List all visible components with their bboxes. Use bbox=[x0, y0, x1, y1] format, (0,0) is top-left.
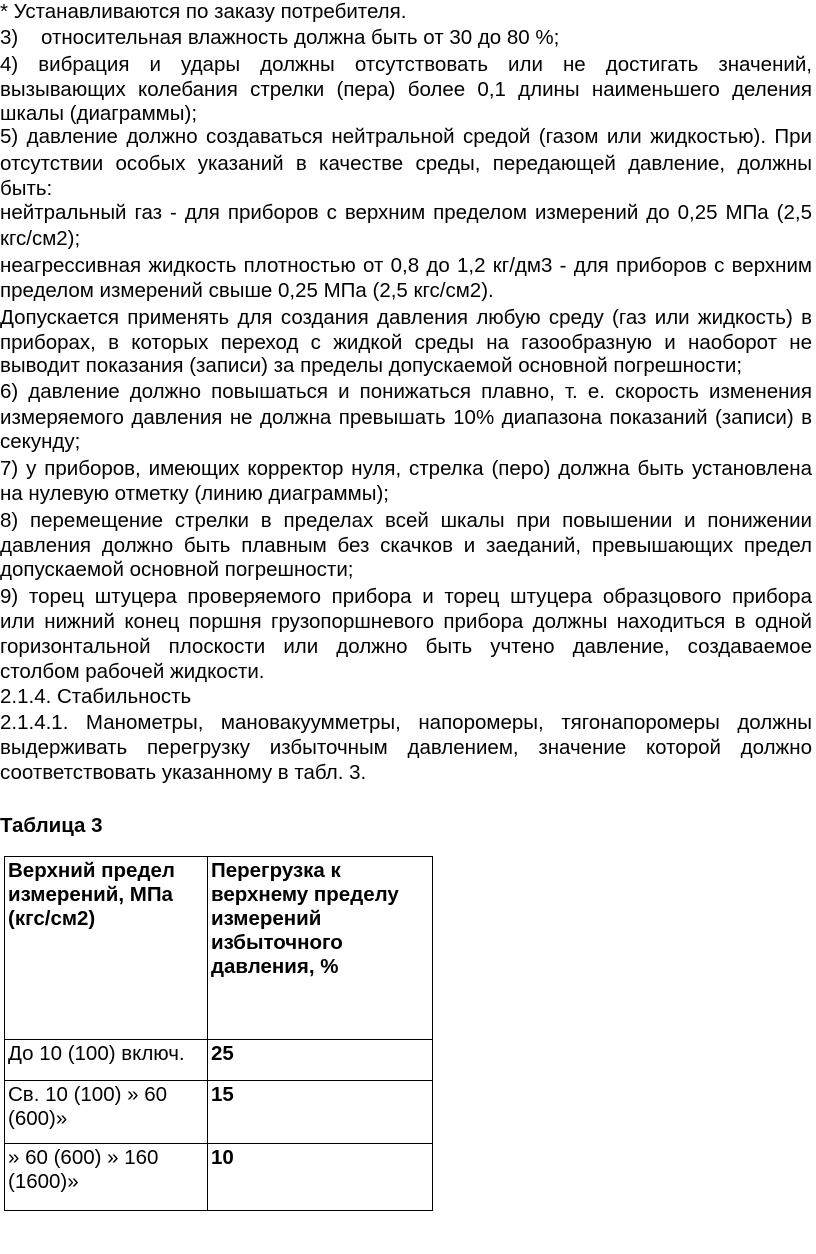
text-line: выдерживать перегрузку избыточным давлением, значение которой должно bbox=[0, 736, 812, 759]
range-cell: Св. 10 (100) » 60 (600)» bbox=[5, 1081, 208, 1144]
text-line: 3) относительная влажность должна быть от 30 до 80 %; bbox=[0, 26, 560, 49]
text-line: выводит показания (записи) за пределы допускаемой основной погрешности; bbox=[0, 354, 743, 377]
text-line: измеряемого давления не должна превышать 10% диапазона показаний (записи) в bbox=[0, 406, 812, 429]
overload-cell: 25 bbox=[208, 1040, 433, 1081]
text-line: горизонтальной плоскости или должно быть учтено давление, создаваемое bbox=[0, 635, 812, 658]
range-cell: До 10 (100) включ. bbox=[5, 1040, 208, 1081]
table-header-row bbox=[5, 857, 433, 1040]
text-line: столбом рабочей жидкости. bbox=[0, 660, 265, 683]
text-line: пределом измерений свыше 0,25 МПа (2,5 кгс/см2). bbox=[0, 279, 494, 302]
text-line: 5) давление должно создаваться нейтральной средой (газом или жидкостью). При bbox=[0, 125, 812, 148]
text-line: приборах, в которых переход с жидкой среды на газообразную и наоборот не bbox=[0, 331, 812, 354]
text-line: или нижний конец поршня грузопоршневого прибора должны находиться в одной bbox=[0, 610, 812, 633]
range-cell: » 60 (600) » 160 (1600)» bbox=[5, 1144, 208, 1211]
text-line: неагрессивная жидкость плотностью от 0,8 до 1,2 кг/дм3 - для приборов с верхним bbox=[0, 254, 812, 277]
text-line: давления должно быть плавным без скачков и заеданий, превышающих предел bbox=[0, 534, 812, 557]
header-cell-overload: Перегрузка к верхнему пределу измерений избыточного давления, % bbox=[208, 857, 433, 1040]
footnote-line: * Устанавливаются по заказу потребителя. bbox=[0, 0, 407, 23]
text-line: 4) вибрация и удары должны отсутствовать или не достигать значений, bbox=[0, 53, 812, 76]
text-line: кгс/см2); bbox=[0, 227, 81, 250]
text-line: на нулевую отметку (линию диаграммы); bbox=[0, 482, 389, 505]
overload-cell: 10 bbox=[208, 1144, 433, 1211]
text-line: 9) торец штуцера проверяемого прибора и торец штуцера образцового прибора bbox=[0, 585, 812, 608]
text-line: соответствовать указанному в табл. 3. bbox=[0, 761, 367, 784]
text-line: отсутствии особых указаний в качестве среды, передающей давление, должны bbox=[0, 152, 812, 175]
text-line: 8) перемещение стрелки в пределах всей шкалы при повышении и понижении bbox=[0, 509, 812, 532]
overload-cell: 15 bbox=[208, 1081, 433, 1144]
text-line: быть: bbox=[0, 177, 53, 200]
text-line: секунду; bbox=[0, 430, 81, 453]
overload-table bbox=[4, 856, 433, 1211]
text-line: 2.1.4.1. Манометры, мановакуумметры, напоромеры, тягонапоромеры должны bbox=[0, 711, 812, 734]
section-heading: 2.1.4. Стабильность bbox=[0, 685, 192, 708]
header-cell-upper-limit: Верхний предел измерений, МПа (кгс/см2) bbox=[5, 857, 208, 1040]
table-row bbox=[5, 1144, 433, 1211]
table-row bbox=[5, 1040, 433, 1081]
table-title: Таблица 3 bbox=[0, 814, 103, 837]
text-line: нейтральный газ - для приборов с верхним пределом измерений до 0,25 МПа (2,5 bbox=[0, 201, 812, 224]
table-row bbox=[5, 1081, 433, 1144]
text-line: 6) давление должно повышаться и понижаться плавно, т. е. скорость изменения bbox=[0, 380, 812, 403]
text-line: Допускается применять для создания давления любую среду (газ или жидкость) в bbox=[0, 306, 812, 329]
text-line: 7) у приборов, имеющих корректор нуля, стрелка (перо) должна быть установлена bbox=[0, 457, 812, 480]
text-line: шкалы (диаграммы); bbox=[0, 102, 198, 125]
text-line: вызывающих колебания стрелки (пера) более 0,1 длины наименьшего деления bbox=[0, 78, 812, 101]
text-line: допускаемой основной погрешности; bbox=[0, 558, 354, 581]
